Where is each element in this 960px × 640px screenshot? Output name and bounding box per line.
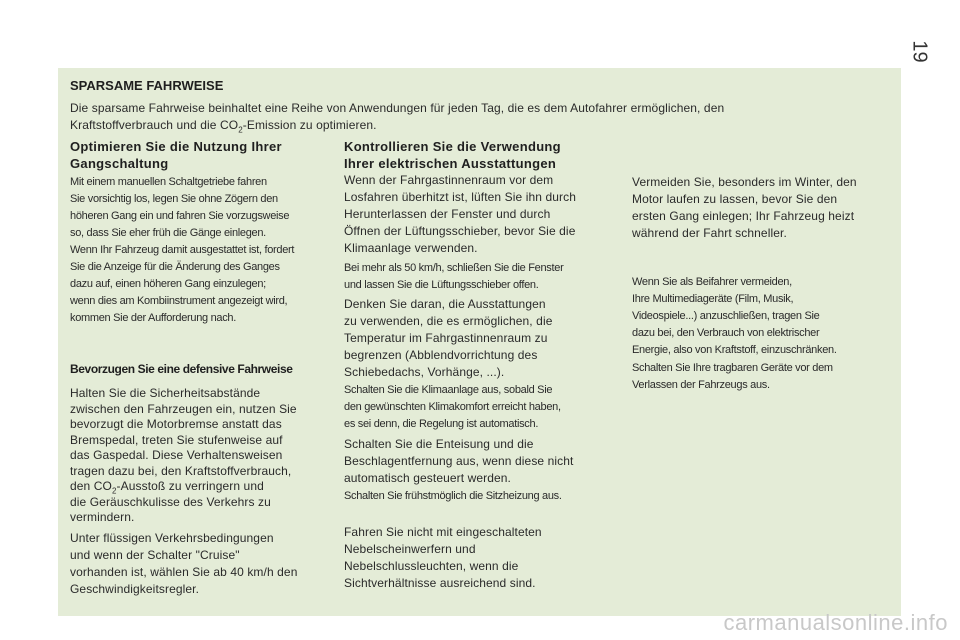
text-line: Schalten Sie die Enteisung und die [344,437,534,451]
text-line: Temperatur im Fahrgastinnenraum zu [344,331,548,345]
text-line: Öffnen der Lüftungsschieber, bevor Sie die [344,224,576,238]
intro-line: Die sparsame Fahrweise beinhaltet eine Reihe von Anwendungen für jeden Tag, die es dem Autofahrer ermöglichen, den [70,101,725,115]
text-line: Wenn Ihr Fahrzeug damit ausgestattet ist, fordert [70,244,295,256]
text-line: Motor laufen zu lassen, bevor Sie den [632,192,838,206]
text-line: automatisch gesteuert werden. [344,471,511,485]
text-line: Schalten Sie Ihre tragbaren Geräte vor dem [632,362,833,374]
text-line: Bremspedal, treten Sie stufenweise auf [70,432,283,447]
text-line: das Gaspedal. Diese Verhaltensweisen [70,448,283,462]
text-line: Bei mehr als 50 km/h, schließen Sie die Fenster [344,262,564,274]
engine-idle-paragraph [632,174,894,242]
text-line: Energie, also von Kraftstoff, einzuschränken. [632,344,837,356]
text-line: Wenn der Fahrgastinnenraum vor dem [344,173,554,187]
text-line: Ihre Multimediageräte (Film, Musik, [632,293,794,305]
text-line: Nebelscheinwerfern und [344,542,476,556]
text-line: Vermeiden Sie, besonders im Winter, den [632,175,857,189]
watermark-text: carmanualsonline.info [723,610,948,635]
text-line: Schalten Sie frühstmöglich die Sitzheizung aus. [344,490,562,502]
defensive-paragraph [70,386,340,526]
text-line: begrenzen (Abblendvorrichtung des [344,348,538,362]
gear-heading: Optimieren Sie die Nutzung Ihrer Gangschaltung [70,139,282,171]
multimedia-paragraph [632,274,894,359]
text-line: Fahren Sie nicht mit eingeschalteten [344,525,542,539]
text-line: dazu bei, den Verbrauch von elektrischer [632,327,820,339]
text-line: Verlassen der Fahrzeugs aus. [632,379,770,391]
text-line: den gewünschten Klimakomfort erreicht haben, [344,401,561,413]
text-line: so, dass Sie eher früh die Gänge einlegen. [70,227,266,239]
text-line: ersten Gang einlegen; Ihr Fahrzeug heizt [632,209,855,223]
text-line: Sichtverhältnisse ausreichend sind. [344,576,536,590]
text-line: Halten Sie die Sicherheitsabstände [70,386,261,400]
electrical-heading: Kontrollieren Sie die Verwendung Ihrer elektrischen Ausstattungen [344,139,561,171]
text-line: und wenn der Schalter "Cruise" [70,548,240,562]
text-line: tragen dazu bei, den Kraftstoffverbrauch, [70,463,292,478]
text-line: zwischen den Fahrzeugen ein, nutzen Sie [70,401,297,416]
text-line: Denken Sie daran, die Ausstattungen [344,297,546,311]
text-line: Unter flüssigen Verkehrsbedingungen [70,531,274,545]
seat-heating-paragraph [344,488,624,505]
text-line: Sie die Anzeige für die Änderung des Ganges [70,261,280,273]
intro-paragraph [70,100,890,134]
defrost-paragraph [344,436,624,487]
text-line: Beschlagentfernung aus, wenn diese nicht [344,454,574,468]
fog-lights-paragraph [344,524,624,592]
text-line: Videospiele...) anzuschließen, tragen Sie [632,310,820,322]
text-line: Losfahren überhitzt ist, lüften Sie ihn durch [344,190,576,204]
gear-paragraph [70,174,340,327]
text-line: Mit einem manuellen Schaltgetriebe fahren [70,176,267,188]
defensive-heading: Bevorzugen Sie eine defensive Fahrweise [70,362,293,376]
windows-paragraph [344,260,624,294]
text-line: es sei denn, die Regelung ist automatisch. [344,418,539,430]
text-line: bevorzugt die Motorbremse anstatt das [70,417,282,431]
text-line: dazu auf, einen höheren Gang einzulegen; [70,278,266,290]
text-line: wenn dies am Kombiinstrument angezeigt wird, [70,295,288,307]
intro-line: Kraftstoffverbrauch und die $CO_2$-Emission zu optimieren. [70,118,377,135]
text-line: Geschwindigkeitsregler. [70,582,200,596]
text-line: zu verwenden, die es ermöglichen, die [344,314,553,328]
co2-line: den $CO_2$-Ausstoß zu verringern und [70,479,264,496]
text-line: Klimaanlage verwenden. [344,241,478,255]
aircon-paragraph [344,382,624,433]
page-number: 19 [908,40,931,63]
portable-devices-paragraph [632,360,894,394]
text-line: die Geräuschkulisse des Verkehrs zu [70,494,271,509]
text-line: höheren Gang ein und fahren Sie vorzugsweise [70,210,290,222]
text-line: vorhanden ist, wählen Sie ab 40 km/h den [70,565,298,579]
text-line: Schiebedachs, Vorhänge, ...). [344,365,505,379]
content-panel [58,68,901,616]
text-line: Nebelschlussleuchten, wenn die [344,559,519,573]
ventilation-paragraph [344,172,624,257]
text-line: während der Fahrt schneller. [632,226,787,240]
text-line: Schalten Sie die Klimaanlage aus, sobald Sie [344,384,553,396]
text-line: und lassen Sie die Lüftungsschieber offen. [344,279,539,291]
text-line: Herunterlassen der Fenster und durch [344,207,551,221]
equipment-paragraph [344,296,624,381]
text-line: Sie vorsichtig los, legen Sie ohne Zögern den [70,193,278,205]
text-line: kommen Sie der Aufforderung nach. [70,312,237,324]
cruise-paragraph [70,530,340,598]
text-line: Wenn Sie als Beifahrer vermeiden, [632,276,792,288]
section-title: SPARSAME FAHRWEISE [70,78,224,93]
text-line: vermindern. [70,510,135,524]
